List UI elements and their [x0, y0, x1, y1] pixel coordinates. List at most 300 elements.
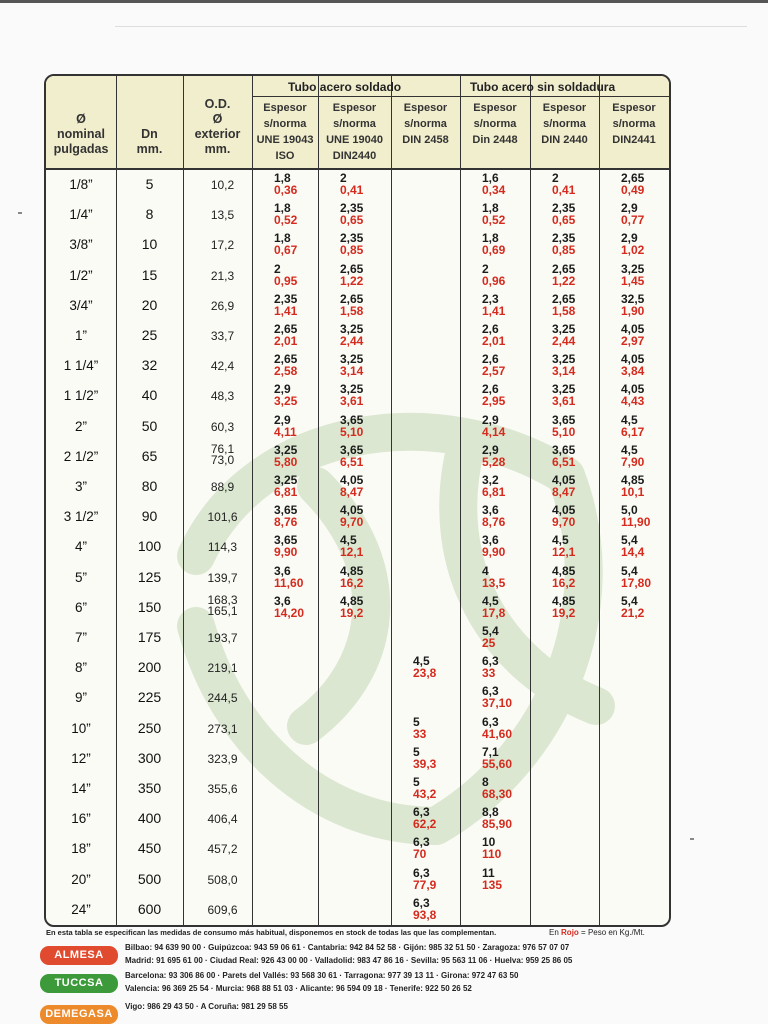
- header-dn: [116, 127, 183, 157]
- header-e2-line: UNE 19040: [326, 134, 383, 146]
- column-divider: [116, 76, 117, 925]
- thickness-weight-cell: [552, 172, 575, 196]
- weight-value: 12,1: [552, 545, 576, 560]
- thickness-value: 2,65: [340, 261, 364, 276]
- scan-dot: [18, 212, 22, 214]
- thickness-weight-cell: [482, 685, 512, 709]
- weight-value: 3,61: [340, 394, 364, 409]
- thickness-value: 8: [482, 775, 489, 789]
- weight-value: 17,80: [621, 575, 652, 590]
- weight-value: 0,41: [552, 183, 576, 197]
- weight-value: 85,90: [482, 817, 513, 832]
- scan-edge: [115, 26, 747, 27]
- nominal-cell: 1/4”: [69, 207, 93, 223]
- nominal-cell: 10”: [71, 720, 91, 736]
- thickness-value: 6,3: [413, 835, 430, 850]
- thickness-value: 3,6: [482, 503, 499, 518]
- od-value: 76,1: [210, 441, 235, 456]
- thickness-value: 2,65: [552, 291, 576, 306]
- thickness-weight-cell: [340, 444, 363, 468]
- nominal-cell: 1/2”: [69, 267, 93, 283]
- thickness-weight-cell: [413, 897, 436, 921]
- nominal-cell: 1 1/2”: [63, 388, 99, 404]
- od-cell: 42,4: [210, 359, 235, 374]
- thickness-value: 5: [413, 714, 420, 729]
- dn-cell: 450: [137, 840, 162, 857]
- weight-value: 0,65: [552, 213, 576, 228]
- nominal-cell: 3”: [74, 479, 87, 494]
- weight-value: 0,36: [274, 183, 298, 197]
- thickness-weight-cell: [552, 444, 575, 468]
- od-cell: 139,7: [207, 570, 238, 585]
- thickness-weight-cell: [482, 806, 512, 830]
- column-divider: [252, 76, 253, 925]
- header-dn-line: Dn: [141, 127, 158, 141]
- od-cell: 508,0: [207, 872, 238, 887]
- thickness-weight-cell: [482, 293, 505, 317]
- od-value: 73,0: [210, 452, 235, 467]
- nominal-cell: 3 1/2”: [63, 509, 99, 525]
- nominal-cell: 1”: [74, 328, 87, 343]
- weight-value: 2,95: [482, 394, 506, 409]
- thickness-weight-cell: [621, 263, 644, 287]
- column-divider: [599, 76, 600, 925]
- weight-value: 135: [482, 877, 503, 892]
- thickness-weight-cell: [552, 293, 575, 317]
- thickness-weight-cell: [340, 172, 363, 196]
- nominal-cell: 7”: [74, 630, 87, 645]
- dn-cell: 500: [137, 870, 162, 887]
- thickness-value: 3,2: [482, 473, 499, 487]
- thickness-weight-cell: [274, 414, 297, 438]
- thickness-weight-cell: [413, 867, 436, 891]
- thickness-weight-cell: [621, 595, 644, 619]
- thickness-value: 5,4: [621, 563, 638, 578]
- weight-value: 77,9: [413, 877, 437, 892]
- thickness-weight-cell: [621, 414, 644, 438]
- thickness-value: 2,9: [621, 231, 638, 246]
- thickness-weight-cell: [482, 474, 505, 498]
- header-nominal: [46, 112, 116, 157]
- weight-value: 5,28: [482, 454, 506, 469]
- weight-value: 55,60: [482, 756, 513, 771]
- thickness-weight-cell: [413, 776, 436, 800]
- od-cell: 48,3: [210, 389, 235, 404]
- thickness-value: 1,8: [482, 201, 499, 216]
- dn-cell: 100: [137, 538, 162, 555]
- header-e1: [252, 100, 318, 164]
- thickness-value: 4,5: [340, 533, 357, 548]
- thickness-weight-cell: [340, 565, 363, 589]
- legend-red: Rojo: [561, 928, 579, 937]
- thickness-value: 2,65: [621, 171, 645, 185]
- thickness-value: 3,25: [340, 382, 364, 397]
- thickness-value: 2,35: [552, 201, 576, 216]
- thickness-value: 4,5: [552, 533, 569, 548]
- thickness-value: 3,65: [552, 412, 576, 427]
- thickness-weight-cell: [482, 504, 505, 528]
- weight-value: 1,41: [274, 303, 298, 318]
- thickness-value: 4,5: [413, 654, 430, 669]
- weight-value: 1,58: [340, 303, 364, 318]
- dn-cell: 300: [137, 749, 162, 766]
- thickness-weight-cell: [274, 323, 297, 347]
- thickness-weight-cell: [621, 353, 644, 377]
- thickness-value: 4,85: [552, 563, 576, 578]
- thickness-value: 3,65: [340, 412, 364, 427]
- dn-cell: 25: [141, 327, 158, 343]
- thickness-weight-cell: [482, 232, 505, 256]
- thickness-value: 2: [274, 261, 281, 276]
- thickness-weight-cell: [552, 595, 575, 619]
- group-divider: [252, 96, 669, 97]
- header-e6-line: Espesor: [612, 102, 656, 114]
- thickness-weight-cell: [482, 202, 505, 226]
- nominal-cell: 3/4”: [69, 297, 93, 313]
- dn-cell: 15: [141, 266, 158, 283]
- thickness-weight-cell: [552, 323, 575, 347]
- weight-value: 33: [413, 726, 427, 741]
- thickness-value: 1,8: [274, 231, 291, 246]
- weight-value: 3,84: [621, 364, 645, 379]
- scan-dot: [690, 838, 694, 840]
- weight-value: 23,8: [413, 666, 437, 681]
- column-divider: [318, 76, 319, 925]
- nominal-cell: 3/8”: [69, 237, 93, 253]
- thickness-value: 2: [340, 171, 347, 185]
- header-e4-line: Din 2448: [472, 134, 518, 146]
- thickness-weight-cell: [340, 595, 363, 619]
- od-cell: 17,2: [210, 238, 235, 253]
- thickness-weight-cell: [621, 202, 644, 226]
- company-logo-almesa: ALMESA: [40, 946, 118, 965]
- column-divider: [391, 76, 392, 925]
- thickness-value: 7,1: [482, 744, 499, 759]
- weight-value: 1,22: [552, 273, 576, 288]
- weight-value: 6,17: [621, 424, 645, 439]
- od-value: 165,1: [207, 603, 238, 618]
- weight-value: 1,02: [621, 243, 645, 258]
- od-cell: 114,3: [207, 540, 238, 555]
- weight-value: 2,58: [274, 364, 298, 379]
- weight-value: 2,01: [482, 334, 506, 348]
- od-cell: 273,1: [207, 721, 238, 736]
- weight-value: 33: [482, 666, 496, 681]
- thickness-weight-cell: [482, 172, 505, 196]
- od-cell: 219,1: [207, 661, 238, 676]
- weight-value: 5,10: [340, 424, 364, 439]
- office-line: Valencia: 96 369 25 54 · Murcia: 968 88 51 03 · Alicante: 96 594 09 18 · Tenerife: 922 50 26 52: [125, 984, 472, 993]
- column-divider: [183, 76, 184, 925]
- weight-value: 2,01: [274, 334, 298, 348]
- legend-suffix: = Peso en Kg./Mt.: [581, 928, 645, 937]
- nominal-cell: 16”: [71, 811, 91, 827]
- header-e6-line: s/norma: [612, 118, 656, 130]
- od-cell: 10,2: [210, 178, 235, 192]
- header-e4-line: s/norma: [473, 118, 517, 130]
- od-cell: 26,9: [210, 298, 235, 313]
- thickness-value: 3,65: [274, 533, 298, 548]
- weight-value: 1,90: [621, 303, 645, 318]
- thickness-value: 3,25: [552, 352, 576, 367]
- dn-cell: 8: [145, 206, 154, 223]
- od-cell: [193, 592, 252, 618]
- weight-value: 11,90: [621, 515, 651, 530]
- weight-value: 1,22: [340, 273, 364, 288]
- od-cell: 457,2: [207, 842, 238, 857]
- weight-value: 6,81: [274, 485, 298, 499]
- weight-value: 0,67: [274, 243, 298, 258]
- nominal-cell: 9”: [74, 690, 87, 706]
- thickness-value: 4,05: [621, 352, 645, 367]
- thickness-value: 2,9: [482, 442, 499, 457]
- thickness-weight-cell: [413, 806, 436, 830]
- weight-value: 14,20: [274, 605, 305, 620]
- thickness-value: 4,85: [340, 593, 364, 608]
- thickness-weight-cell: [552, 565, 575, 589]
- thickness-value: 2,35: [274, 291, 298, 306]
- header-e6: [599, 100, 669, 148]
- od-cell: 355,6: [207, 782, 238, 796]
- thickness-value: 3,25: [340, 322, 364, 336]
- header-od-line: O.D.: [204, 97, 231, 111]
- top-border: [0, 0, 768, 3]
- weight-value: 13,5: [482, 575, 506, 590]
- thickness-value: 6,3: [413, 895, 430, 910]
- thickness-weight-cell: [621, 232, 644, 256]
- thickness-weight-cell: [552, 202, 575, 226]
- weight-value: 9,90: [482, 545, 506, 560]
- thickness-weight-cell: [621, 383, 644, 407]
- weight-value: 7,90: [621, 454, 645, 469]
- weight-value: 0,52: [482, 213, 506, 228]
- thickness-weight-cell: [413, 655, 436, 679]
- thickness-weight-cell: [340, 353, 363, 377]
- weight-value: 16,2: [340, 575, 364, 590]
- nominal-cell: 2”: [74, 418, 87, 434]
- thickness-value: 6,3: [413, 805, 430, 820]
- thickness-weight-cell: [274, 504, 297, 528]
- header-e2-line: Espesor: [332, 102, 377, 114]
- dn-cell: 225: [137, 689, 162, 706]
- weight-value: 6,51: [340, 454, 364, 469]
- dn-cell: 200: [137, 659, 162, 676]
- thickness-weight-cell: [274, 565, 303, 589]
- thickness-value: 1,8: [274, 201, 291, 216]
- weight-value: 37,10: [482, 696, 513, 711]
- thickness-value: 4,05: [621, 382, 645, 397]
- thickness-value: 4,5: [621, 412, 638, 427]
- thickness-weight-cell: [274, 474, 297, 498]
- thickness-weight-cell: [621, 474, 644, 498]
- thickness-weight-cell: [413, 746, 436, 770]
- thickness-weight-cell: [274, 595, 304, 619]
- thickness-weight-cell: [274, 293, 297, 317]
- thickness-value: 2,9: [274, 412, 291, 427]
- thickness-weight-cell: [552, 263, 575, 287]
- thickness-value: 3,65: [340, 442, 364, 457]
- thickness-weight-cell: [621, 293, 644, 317]
- thickness-weight-cell: [340, 383, 363, 407]
- thickness-value: 4,85: [621, 473, 645, 487]
- header-e5: [530, 100, 599, 148]
- thickness-value: 2,65: [274, 352, 298, 367]
- thickness-weight-cell: [482, 625, 499, 649]
- thickness-weight-cell: [482, 353, 505, 377]
- od-cell: 88,9: [210, 480, 235, 494]
- weight-value: 0,85: [340, 243, 364, 258]
- weight-value: 68,30: [482, 787, 513, 801]
- thickness-value: 2,6: [482, 352, 499, 367]
- thickness-value: 2,65: [552, 261, 576, 276]
- thickness-weight-cell: [552, 504, 575, 528]
- header-nominal-line: nominal: [57, 127, 105, 141]
- thickness-weight-cell: [340, 474, 363, 498]
- weight-value: 5,80: [274, 454, 298, 469]
- thickness-weight-cell: [621, 172, 644, 196]
- thickness-weight-cell: [274, 202, 297, 226]
- weight-value: 3,14: [552, 364, 576, 379]
- thickness-weight-cell: [340, 504, 363, 528]
- weight-value: 0,34: [482, 183, 506, 197]
- thickness-weight-cell: [482, 565, 505, 589]
- nominal-cell: 1 1/4”: [63, 358, 99, 374]
- thickness-weight-cell: [413, 716, 426, 740]
- thickness-value: 2,9: [482, 412, 499, 427]
- legend-prefix: En: [549, 928, 559, 937]
- thickness-weight-cell: [482, 867, 502, 891]
- thickness-weight-cell: [621, 565, 651, 589]
- header-e1-line: Espesor: [263, 102, 307, 114]
- weight-value: 62,2: [413, 817, 437, 832]
- thickness-weight-cell: [274, 263, 297, 287]
- header-nominal-line: Ø: [76, 112, 86, 126]
- header-e3-line: s/norma: [404, 118, 447, 130]
- thickness-weight-cell: [621, 534, 644, 558]
- weight-value: 4,14: [482, 424, 506, 439]
- weight-value: 0,77: [621, 213, 645, 228]
- weight-value: 2,44: [340, 334, 364, 348]
- header-e1-line: s/norma: [263, 118, 307, 130]
- nominal-cell: 12”: [71, 750, 91, 766]
- thickness-value: 2,9: [274, 382, 291, 397]
- weight-value: 3,14: [340, 364, 364, 379]
- weight-value: 1,58: [552, 303, 576, 318]
- weight-value: 43,2: [413, 787, 437, 801]
- thickness-weight-cell: [482, 263, 505, 287]
- weight-value: 2,57: [482, 364, 506, 379]
- weight-value: 0,49: [621, 183, 645, 197]
- thickness-weight-cell: [274, 534, 297, 558]
- header-e3: [391, 100, 460, 148]
- thickness-weight-cell: [482, 323, 505, 347]
- thickness-value: 4,85: [552, 593, 576, 608]
- thickness-value: 2: [482, 261, 489, 276]
- thickness-value: 3,25: [274, 442, 298, 457]
- thickness-value: 1,8: [274, 171, 291, 185]
- od-cell: [193, 441, 252, 467]
- thickness-value: 8,8: [482, 805, 499, 820]
- nominal-cell: 1/8”: [69, 177, 93, 192]
- thickness-weight-cell: [482, 534, 505, 558]
- header-e3-line: Espesor: [403, 102, 448, 114]
- header-od-line: exterior: [194, 127, 241, 141]
- weight-value: 19,2: [340, 605, 364, 620]
- od-cell: 323,9: [207, 751, 238, 766]
- header-dn-line: mm.: [136, 142, 163, 156]
- company-logo-demegasa: DEMEGASA: [40, 1005, 118, 1024]
- thickness-value: 5: [413, 744, 420, 759]
- thickness-value: 6,3: [482, 654, 499, 669]
- od-cell: 33,7: [210, 329, 235, 343]
- header-e5-line: s/norma: [543, 118, 586, 130]
- dn-cell: 20: [141, 296, 158, 313]
- thickness-value: 3,25: [621, 261, 645, 276]
- thickness-value: 2,9: [621, 201, 638, 216]
- thickness-value: 4,05: [621, 322, 645, 336]
- thickness-weight-cell: [274, 232, 297, 256]
- thickness-value: 32,5: [621, 291, 645, 306]
- weight-value: 0,65: [340, 213, 364, 228]
- thickness-weight-cell: [274, 172, 297, 196]
- weight-value: 19,2: [552, 605, 576, 620]
- weight-value: 14,4: [621, 545, 645, 560]
- thickness-value: 11: [482, 865, 495, 880]
- weight-value: 6,81: [482, 485, 506, 499]
- od-value: 168,3: [207, 592, 238, 607]
- weight-value: 93,8: [413, 907, 437, 922]
- thickness-value: 5,4: [621, 593, 638, 608]
- thickness-weight-cell: [621, 504, 650, 528]
- header-e2-line: DIN2440: [332, 150, 377, 162]
- dn-cell: 600: [137, 900, 162, 917]
- thickness-weight-cell: [413, 836, 430, 860]
- dn-cell: 125: [137, 568, 162, 585]
- header-od-line: Ø: [212, 112, 223, 126]
- weight-value: 0,96: [482, 273, 506, 288]
- thickness-value: 1,6: [482, 171, 499, 185]
- thickness-weight-cell: [552, 383, 575, 407]
- thickness-weight-cell: [552, 353, 575, 377]
- header-e1-line: ISO: [275, 150, 295, 162]
- weight-value: 8,47: [340, 485, 364, 499]
- column-divider: [530, 76, 531, 925]
- thickness-weight-cell: [552, 232, 575, 256]
- weight-value: 110: [482, 847, 502, 862]
- header-e5-line: DIN 2440: [541, 134, 588, 146]
- od-cell: 13,5: [210, 208, 235, 223]
- weight-value: 10,1: [621, 485, 645, 499]
- weight-value: 1,41: [482, 303, 506, 318]
- weight-value: 3,25: [274, 394, 298, 409]
- weight-value: 4,43: [621, 394, 645, 409]
- weight-value: 8,76: [482, 515, 506, 530]
- weight-value: 6,51: [552, 454, 576, 469]
- weight-value: 9,70: [552, 515, 576, 530]
- dn-cell: 50: [141, 417, 158, 434]
- thickness-value: 5,0: [621, 503, 638, 518]
- header-e2: [318, 100, 391, 164]
- thickness-value: 1,8: [482, 231, 499, 246]
- nominal-cell: 2 1/2”: [63, 448, 99, 464]
- thickness-weight-cell: [340, 414, 363, 438]
- header-e3-line: DIN 2458: [402, 134, 449, 146]
- weight-value: 0,85: [552, 243, 576, 258]
- thickness-weight-cell: [552, 474, 575, 498]
- thickness-weight-cell: [482, 716, 512, 740]
- thickness-value: 2,35: [552, 231, 576, 246]
- header-od: [183, 97, 252, 157]
